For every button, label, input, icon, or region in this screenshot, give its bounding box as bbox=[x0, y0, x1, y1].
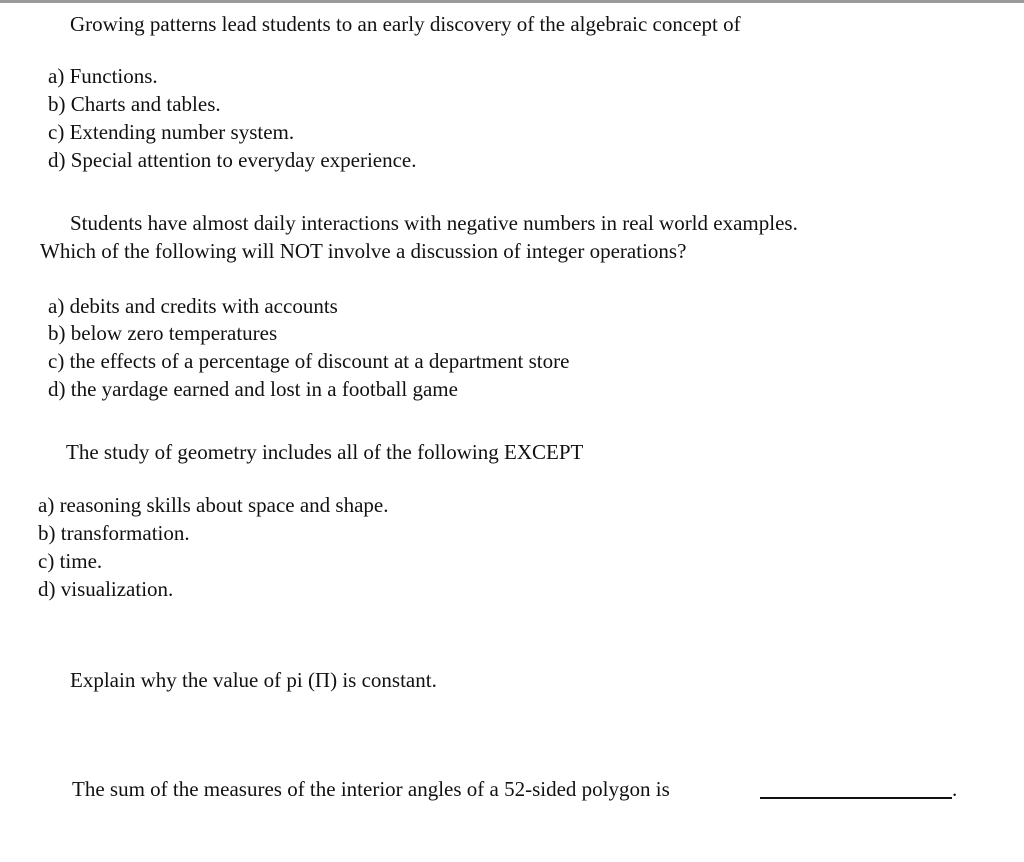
question-1-option-c: c) Extending number system. bbox=[48, 120, 295, 144]
question-1-option-b: b) Charts and tables. bbox=[48, 92, 221, 116]
question-3-prompt: The study of geometry includes all of the following EXCEPT bbox=[66, 440, 584, 464]
question-2-prompt-line-2: Which of the following will NOT involve a discussion of integer operations? bbox=[40, 239, 687, 263]
question-5-prompt: The sum of the measures of the interior angles of a 52-sided polygon is bbox=[72, 777, 670, 801]
question-4-prompt: Explain why the value of pi (Π) is constant. bbox=[70, 668, 437, 692]
answer-blank-line bbox=[760, 797, 952, 799]
question-1-option-a: a) Functions. bbox=[48, 64, 158, 88]
question-3-option-d: d) visualization. bbox=[38, 577, 174, 601]
question-2-option-b: b) below zero temperatures bbox=[48, 321, 278, 345]
question-5-end-punctuation: . bbox=[952, 777, 958, 801]
question-1-option-d: d) Special attention to everyday experience. bbox=[48, 148, 417, 172]
question-2-option-c: c) the effects of a percentage of discount at a department store bbox=[48, 349, 570, 373]
question-3-option-b: b) transformation. bbox=[38, 521, 190, 545]
question-2-option-d: d) the yardage earned and lost in a football game bbox=[48, 377, 458, 401]
top-border bbox=[0, 0, 1024, 3]
question-2-prompt-line-1: Students have almost daily interactions with negative numbers in real world examples. bbox=[70, 211, 798, 235]
question-3-option-c: c) time. bbox=[38, 549, 103, 573]
question-2-option-a: a) debits and credits with accounts bbox=[48, 294, 338, 318]
question-3-option-a: a) reasoning skills about space and shape. bbox=[38, 493, 389, 517]
question-1-prompt: Growing patterns lead students to an early discovery of the algebraic concept of bbox=[70, 12, 741, 36]
